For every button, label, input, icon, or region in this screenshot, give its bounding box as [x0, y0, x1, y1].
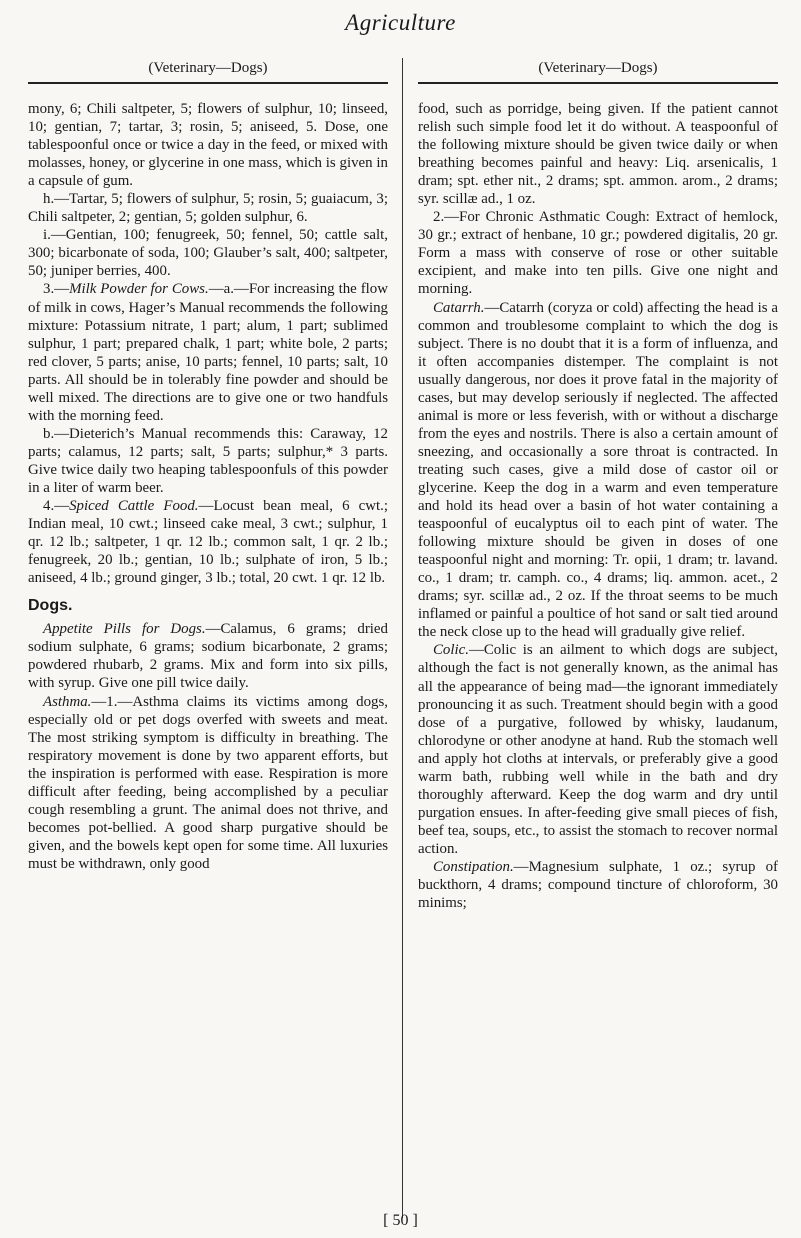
- paragraph: 2.—For Chronic Asthmatic Cough: Extract of hemlock, 30 gr.; extract of henbane, 10 gr.; powdered digitalis, 20 gr. Form a mass with conserve of rose or other suitable excipient, and make into ten pills. Give one night and morning.: [418, 209, 778, 298]
- paragraph: h.—Tartar, 5; flowers of sulphur, 5; rosin, 5; guaiacum, 3; Chili saltpeter, 2; gentian, 5; golden sulphur, 6.: [28, 191, 388, 226]
- paragraph-spiced-cattle-food: 4.—Spiced Cattle Food.—Locust bean meal, 6 cwt.; Indian meal, 10 cwt.; linseed cake meal, 3 cwt.; sulphur, 1 qr. 12 lb.; saltpeter, 1 qr. 12 lb.; common salt, 1 qr. 2 lb.; fenugreek, 20 lb.; gentian, 10 lb.; sulphate of iron, 5 lb.; aniseed, 4 lb.; ground ginger, 3 lb.; total, 20 cwt. 1 qr. 12 lb.: [28, 498, 388, 587]
- entry-title: Appetite Pills for Dogs.: [43, 621, 206, 638]
- entry-title: Asthma.: [43, 693, 92, 710]
- running-title: Agriculture: [345, 10, 456, 35]
- section-heading-dogs: Dogs.: [28, 597, 73, 615]
- right-header-rule: [418, 82, 778, 84]
- left-header-rule: [28, 82, 388, 84]
- right-column: [418, 58, 778, 912]
- right-column-text: [418, 100, 778, 912]
- entry-title: Spiced Cattle Food.: [69, 498, 199, 515]
- paragraph-asthma: Asthma.—1.—Asthma claims its victims among dogs, especially old or pet dogs overfed with sweets and meat. The most striking symptom is difficulty in breathing. The respiratory movement is done by two apparent efforts, but the inspiration is performed with ease. Respiration is more difficult after feeding, being accomplished by a peculiar cough resembling a grunt. The animal does not thrive, and becomes pot-bellied. A good sharp purgative should be given, and the bowels kept open for some time. All luxuries must be withdrawn, only good: [28, 693, 388, 872]
- paragraph: i.—Gentian, 100; fenugreek, 50; fennel, 50; cattle salt, 300; bicarbonate of soda, 100; Glauber’s salt, 400; saltpeter, 50; juniper berries, 400.: [28, 227, 388, 280]
- column-divider: [402, 58, 403, 1218]
- paragraph-milk-powder: 3.—Milk Powder for Cows.—a.—For increasing the flow of milk in cows, Hager’s Manual recommends the following mixture: Potassium nitrate, 1 part; alum, 1 part; sublimed sulphur, 1 part; prepared chalk, 1 part; white bole, 2 parts; red clover, 5 parts; anise, 10 parts; fennel, 10 parts; salt, 10 parts. All should be in tolerably fine powder and should be well mixed. The directions are to give one or two handfuls with the morning feed.: [28, 281, 388, 424]
- left-column-header: (Veterinary—Dogs): [148, 60, 268, 76]
- paragraph: b.—Dieterich’s Manual recommends this: Caraway, 12 parts; calamus, 12 parts; salt, 5 parts; sulphur,* 3 parts. Give twice daily two heaping tablespoonfuls of this powder in a liter of warm beer.: [28, 425, 388, 496]
- entry-title: Catarrh.: [433, 299, 485, 316]
- paragraph-colic: Colic.—Colic is an ailment to which dogs are subject, although the fact is not generally known, as the animal has all the appearance of being mad—the ignorant immediately pronouncing it as such. Treatment should begin with a good dose of a purgative, followed by whisky, laudanum, chlorodyne or other anodyne at hand. Rub the stomach well and apply hot cloths at intervals, or preferably give a good warm bath, rubbing well while in the bath and dry thoroughly afterward. Keep the dog warm and dry until purgation ensues. In after-feeding give small pieces of fish, beef tea, soups, etc., to assist the stomach to recover normal action.: [418, 642, 778, 857]
- entry-title: Colic.: [433, 642, 469, 659]
- paragraph: mony, 6; Chili saltpeter, 5; flowers of sulphur, 10; linseed, 10; gentian, 7; tartar, 3; rosin, 5; aniseed, 5. Dose, one tablespoonful once or twice a day in the feed, or mixed with molasses, honey, or glycerine in one mass, which is given in a capsule of gum.: [28, 101, 388, 190]
- left-column-text: [28, 100, 388, 873]
- paragraph-constipation: Constipation.—Magnesium sulphate, 1 oz.; syrup of buckthorn, 4 drams; compound tincture of chloroform, 30 minims;: [418, 858, 778, 912]
- paragraph: food, such as porridge, being given. If the patient cannot relish such simple food let it do without. A teaspoonful of the following mixture should be given twice daily or when breathing becomes painful and heavy: Liq. arsenicalis, 1 dram; spt. ether nit., 2 drams; spt. ammon. arom., 2 drams; syr. scillæ ad., 1 oz.: [418, 101, 778, 208]
- left-column: [28, 58, 388, 873]
- paragraph-catarrh: Catarrh.—Catarrh (coryza or cold) affecting the head is a common and troublesome complaint to which the dog is subject. There is no doubt that it is a form of influenza, and it often accompanies distemper. The complaint is not usually dangerous, nor does it prove fatal in the majority of cases, but may develop seriously if neglected. The affected animal is more or less feverish, with or without a discharge from the eyes and nostrils. There is also a certain amount of sneezing, and occasionally a sore throat is contracted. In treating such cases, give a mild dose of castor oil or glycerine. Keep the dog in a warm and even temperature and hold its head over a basin of hot water containing a teaspoonful of eucalyptus oil to each pint of water. The following mixture should be given in doses of one teaspoonful night and morning: Tr. opii, 1 dram; tr. lavand. co., 1 dram; tr. camph. co., 4 drams; liq. ammon. acet., 2 drams; syr. scillæ ad., 2 oz. If the throat seems to be much inflamed or painful a poultice of hot sand or salt tied around the neck close up to the head will gradually give relief.: [418, 299, 778, 641]
- entry-title: Constipation.: [433, 858, 514, 875]
- page-number: [ 50 ]: [383, 1212, 418, 1229]
- right-column-header: (Veterinary—Dogs): [538, 60, 658, 76]
- entry-title: Milk Powder for Cows.: [69, 281, 209, 298]
- paragraph-appetite-pills: Appetite Pills for Dogs.—Calamus, 6 grams; dried sodium sulphate, 6 grams; sodium bicarbonate, 2 grams; powdered rhubarb, 2 grams. Mix and form into six pills, with syrup. Give one pill twice daily.: [28, 621, 388, 692]
